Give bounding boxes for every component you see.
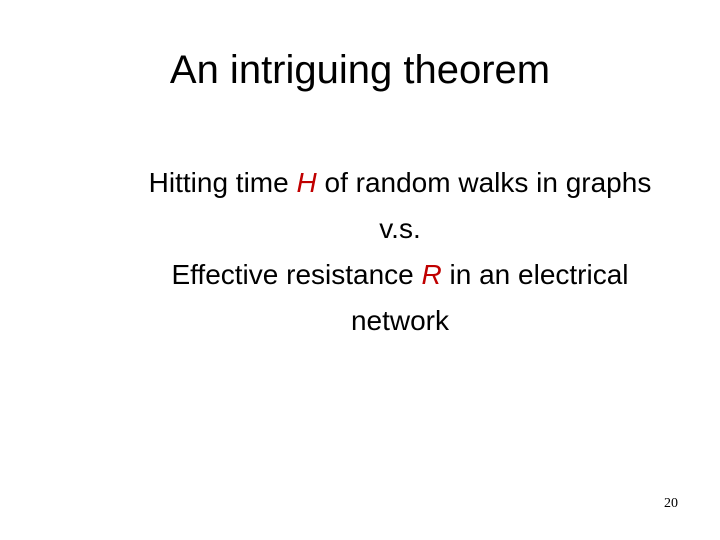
body-line-versus: v.s. [379, 213, 421, 244]
slide-title: An intriguing theorem [169, 48, 551, 92]
hitting-time-text: Hitting time [148, 167, 297, 198]
body-line-network: network [350, 305, 450, 336]
variable-h: H [296, 167, 317, 198]
electrical-text: in an electrical [441, 259, 629, 290]
body-line-effective-resistance [80, 252, 720, 298]
page-number: 20 [664, 496, 678, 511]
body-line-hitting-time [80, 160, 720, 206]
effective-resistance-text: Effective resistance [171, 259, 422, 290]
random-walks-text: of random walks in graphs [316, 167, 652, 198]
variable-r: R [421, 259, 442, 290]
slide-body [80, 160, 720, 344]
